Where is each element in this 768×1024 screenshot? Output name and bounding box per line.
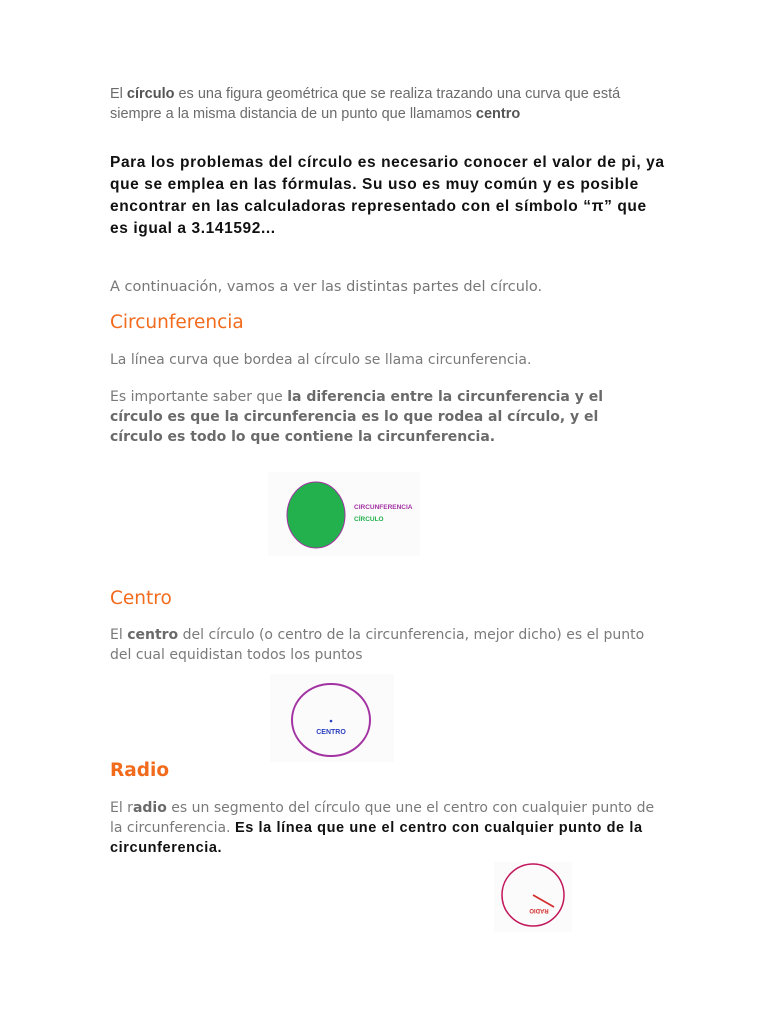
- intro-text-1: El: [110, 86, 127, 102]
- centro-paragraph: [110, 625, 655, 665]
- figure-label-radio: RADIO: [529, 907, 549, 913]
- intro-term-centro: centro: [475, 106, 521, 122]
- figure-background: [494, 862, 572, 932]
- heading-radio: Radio: [110, 760, 170, 781]
- continuation-paragraph: A continuación, vamos a ver las distintas partes del círculo.: [110, 279, 543, 295]
- radio-emphasis: Es la línea que une el centro con cualquier punto de la circunferencia.: [110, 820, 643, 856]
- circunferencia-figure: [268, 472, 420, 556]
- figure-label-circunferencia: CIRCUNFERENCIA: [354, 504, 413, 511]
- radio-term: adio: [132, 800, 167, 816]
- radio-text-a: El r: [110, 800, 133, 816]
- radio-figure: [494, 862, 572, 932]
- intro-term-circulo: círculo: [126, 86, 175, 102]
- centro-text-a: El: [110, 627, 128, 643]
- intro-paragraph: [110, 84, 650, 124]
- intro-text-2: es una figura geométrica que se realiza trazando una curva que está siempre a la misma distancia de un punto que llamamos: [110, 86, 621, 122]
- centro-text-b: del círculo (o centro de la circunferencia, mejor dicho) es el punto del cual equidistan todos los puntos: [110, 627, 645, 663]
- figure-label-centro: CENTRO: [316, 729, 346, 736]
- radio-text-b: es un segmento del círculo que une el centro con cualquier punto de la circunferencia.: [110, 800, 655, 836]
- circunferencia-paragraph-2: [110, 387, 655, 447]
- pi-paragraph: Para los problemas del círculo es necesario conocer el valor de pi, ya que se emplea en las fórmulas. Su uso es muy común y es posible encontrar en las calculadoras representado con el símbolo “π” que es igual a 3.141592...: [110, 154, 665, 237]
- figure-background: [270, 674, 394, 762]
- circunferencia-p2-bold: la diferencia entre la circunferencia y el círculo es que la circunferencia es lo que rodea al círculo, y el círculo es todo lo que contiene la circunferencia.: [110, 389, 603, 445]
- centro-term: centro: [127, 627, 179, 643]
- circunferencia-paragraph-1: La línea curva que bordea al círculo se llama circunferencia.: [110, 352, 532, 368]
- center-point-dot: [330, 720, 333, 723]
- circle-fill-shape: [287, 482, 345, 548]
- centro-figure: [270, 674, 394, 762]
- circunferencia-p2-text: Es importante saber que: [110, 389, 288, 405]
- heading-centro: Centro: [110, 588, 172, 609]
- figure-label-circulo: CÍRCULO: [354, 516, 384, 523]
- radio-paragraph: [110, 798, 655, 858]
- heading-circunferencia: Circunferencia: [110, 312, 244, 333]
